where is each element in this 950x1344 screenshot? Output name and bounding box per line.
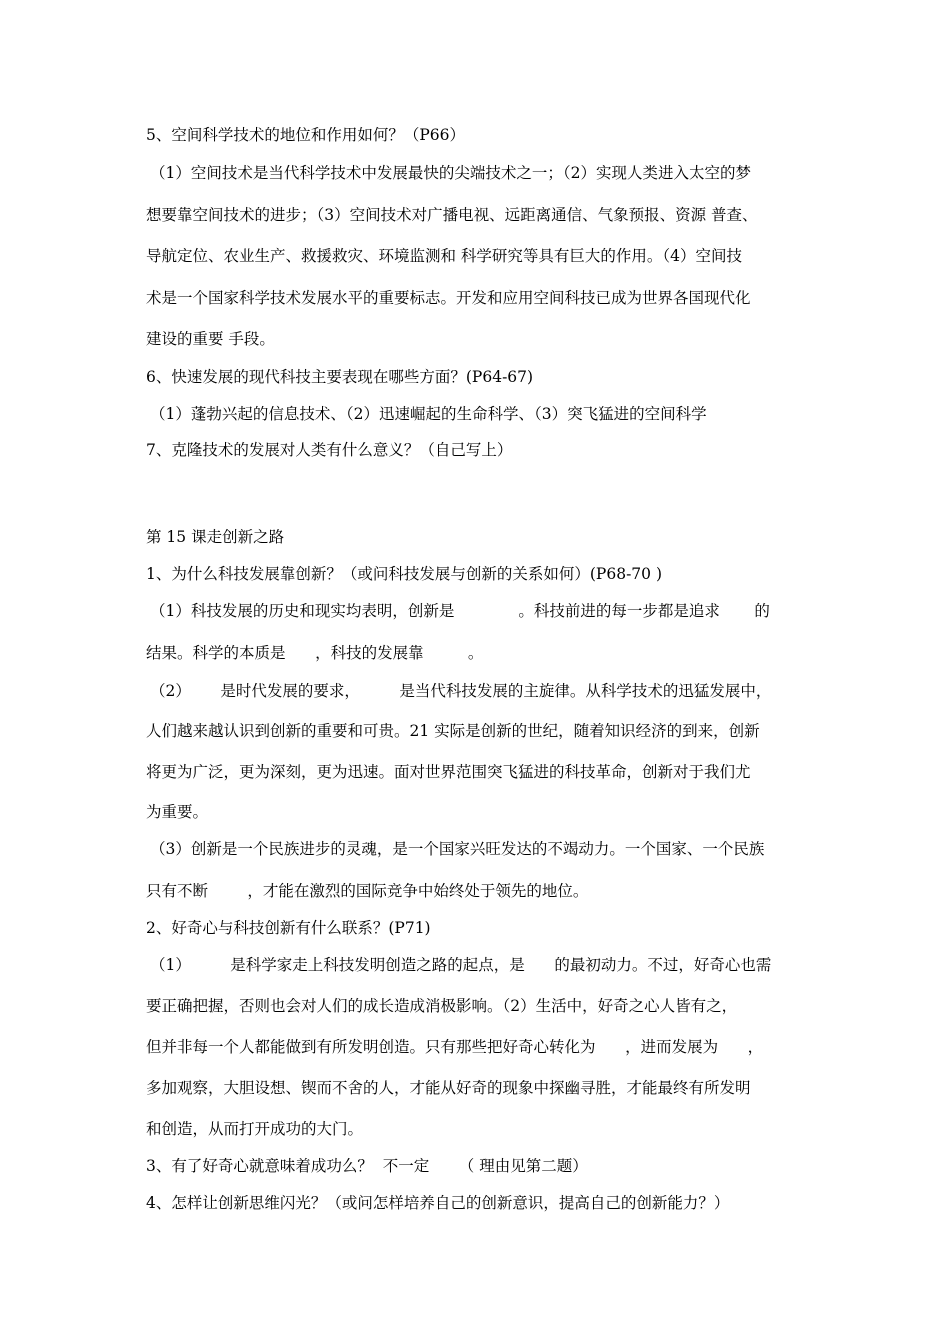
answer-line: 人们越来越认识到创新的重要和可贵。21 实际是创新的世纪，随着知识经济的到来，创新 [146,722,760,740]
answer-line: 只有不断 ，才能在激烈的国际竞争中始终处于领先的地位。 [146,882,589,900]
answer-line: （2） 是时代发展的要求， 是当代科技发展的主旋律。从科学技术的迅猛发展中， [150,682,772,700]
question-1: 1、为什么科技发展靠创新？（或问科技发展与创新的关系如何）(P68-70 ) [146,565,662,583]
answer-line: 导航定位、农业生产、救援救灾、环境监测和 科学研究等具有巨大的作用。（4）空间技 [146,247,743,265]
answer-line: 想要靠空间技术的进步；（3）空间技术对广播电视、远距离通信、气象预报、资源 普查、 [146,206,758,224]
answer-line: 建设的重要 手段。 [146,330,275,348]
answer-line: 术是一个国家科学技术发展水平的重要标志。开发和应用空间科技已成为世界各国现代化 [146,289,751,307]
answer-line: （1） 是科学家走上科技发明创造之路的起点，是 的最初动力。不过，好奇心也需 [150,956,772,974]
answer-line: 要正确把握，否则也会对人们的成长造成消极影响。（2）生活中，好奇之心人皆有之， [146,997,738,1015]
answer-line: 和创造，从而打开成功的大门。 [146,1120,364,1138]
answer-line: （3）创新是一个民族进步的灵魂，是一个国家兴旺发达的不竭动力。一个国家、一个民族 [150,840,765,858]
question-6: 6、快速发展的现代科技主要表现在哪些方面？(P64-67) [146,368,534,386]
answer-line: （1）蓬勃兴起的信息技术、（2）迅速崛起的生命科学、（3）突飞猛进的空间科学 [150,405,707,423]
answer-line: （1）空间技术是当代科学技术中发展最快的尖端技术之一；（2）实现人类进入太空的梦 [150,164,751,182]
answer-line: 结果。科学的本质是 ，科技的发展靠 。 [146,644,484,662]
answer-line: 多加观察，大胆设想、锲而不舍的人，才能从好奇的现象中探幽寻胜，才能最终有所发明 [146,1079,751,1097]
lesson-title: 第 15 课走创新之路 [146,528,285,546]
question-7: 7、克隆技术的发展对人类有什么意义？（自己写上） [146,441,513,459]
answer-line: 但并非每一个人都能做到有所发明创造。只有那些把好奇心转化为 ，进而发展为 ， [146,1038,764,1056]
question-2: 2、好奇心与科技创新有什么联系？(P71) [146,919,431,937]
question-4: 4、怎样让创新思维闪光？（或问怎样培养自己的创新意识，提高自己的创新能力？） [146,1194,730,1212]
answer-line: 为重要。 [146,803,209,821]
question-5: 5、空间科学技术的地位和作用如何？（P66） [146,126,466,144]
answer-line: （1）科技发展的历史和现实均表明，创新是 。科技前进的每一步都是追求 的 [150,602,770,620]
question-3: 3、有了好奇心就意味着成功么？ 不一定 （ 理由见第二题） [146,1157,588,1175]
answer-line: 将更为广泛，更为深刻，更为迅速。面对世界范围突飞猛进的科技革命，创新对于我们尤 [146,763,751,781]
